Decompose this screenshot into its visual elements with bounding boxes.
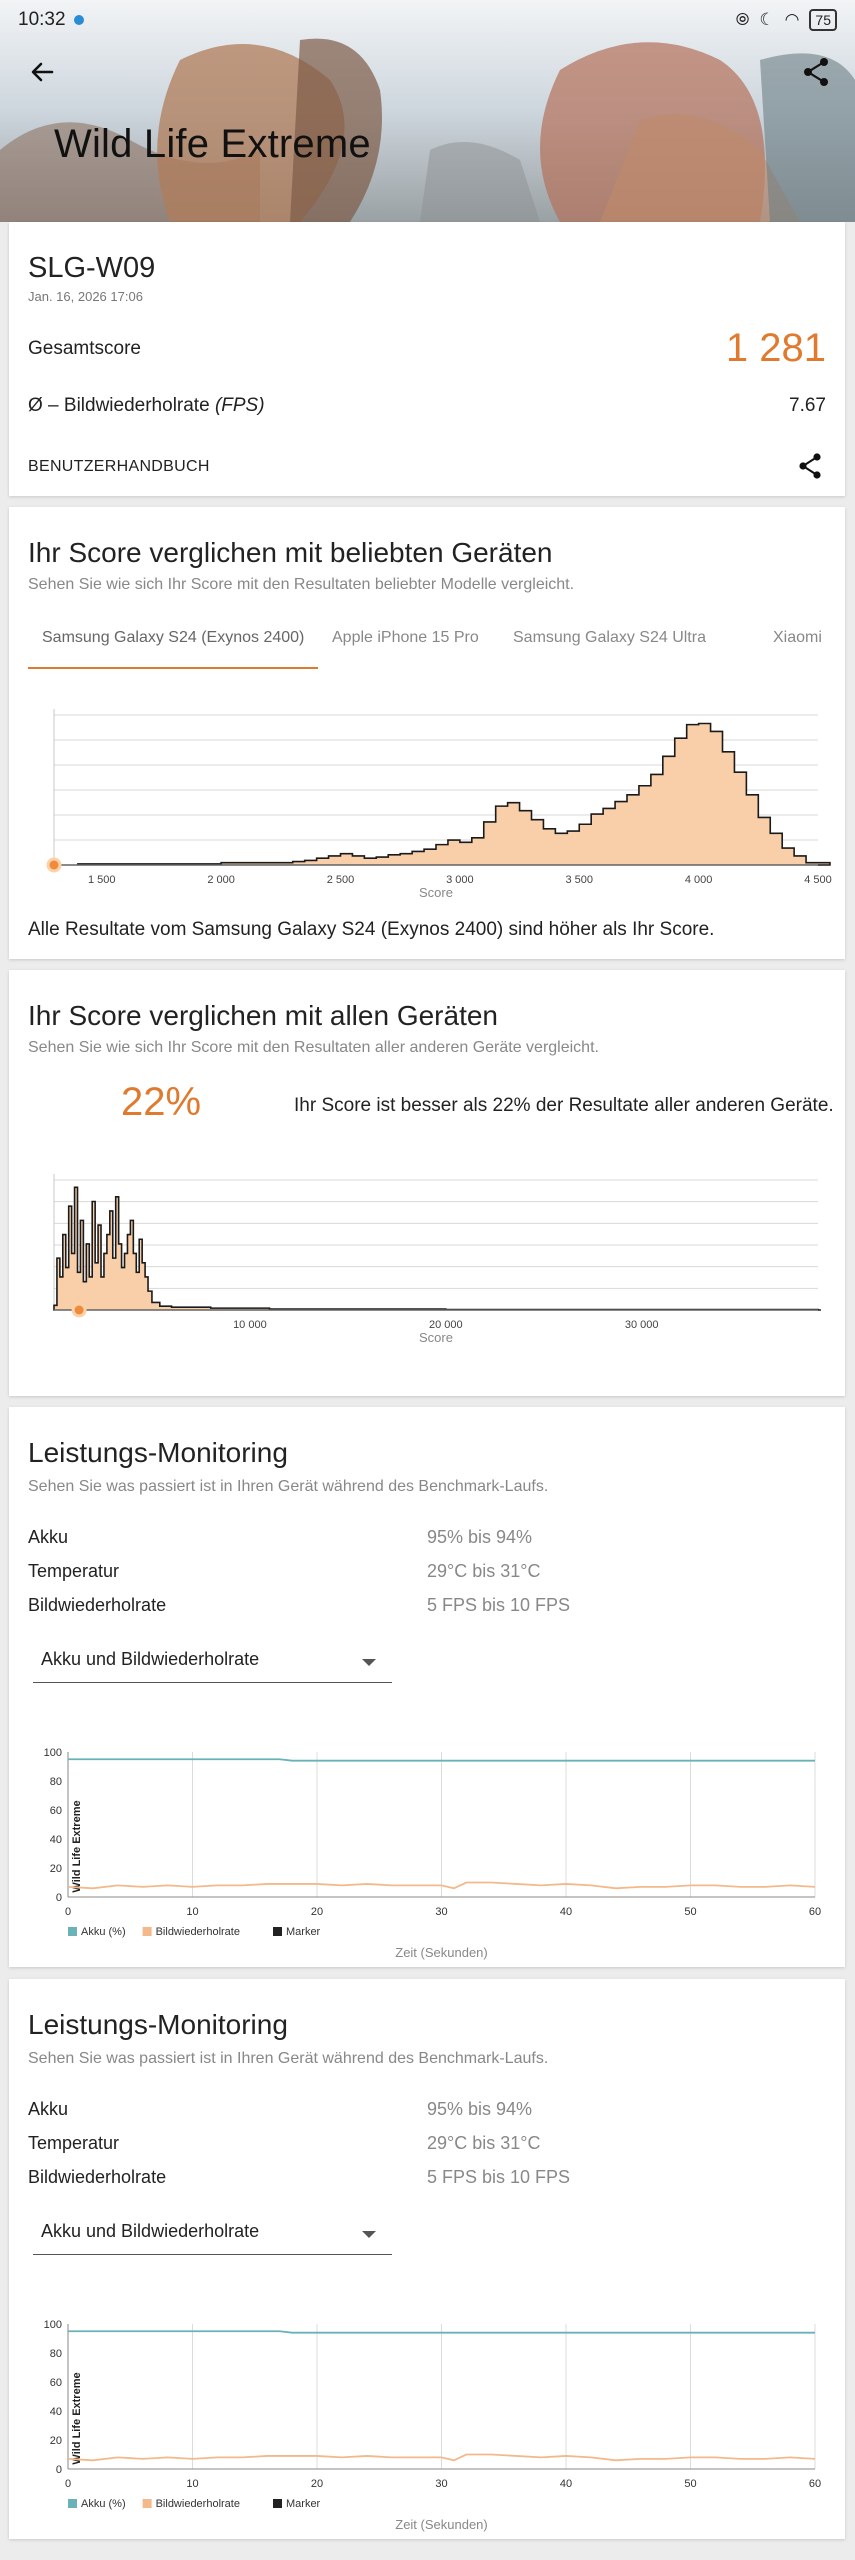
x-tick-label: 40 [559, 1906, 573, 1918]
result-card [9, 222, 845, 496]
your-score-marker [73, 1304, 85, 1316]
battery-label: Akku [28, 1527, 69, 1547]
y-tick-label: 0 [55, 2464, 62, 2476]
share-result-icon[interactable] [797, 452, 823, 480]
battery-label: Akku [28, 2099, 69, 2119]
x-tick-label: 20 000 [428, 1319, 463, 1331]
performance-monitoring-card-2 [9, 1979, 845, 2539]
overall-score-row [28, 326, 826, 371]
legend-battery-swatch [68, 1927, 77, 1936]
legend-marker: Marker [286, 1926, 321, 1938]
all-devices-title: Ihr Score verglichen mit allen Geräten [28, 1000, 498, 1031]
monitoring-line-chart [28, 2309, 828, 2532]
y-tick-label: 100 [43, 1747, 62, 1759]
temperature-label: Temperatur [28, 2133, 120, 2153]
monitoring-subtitle: Sehen Sie was passiert ist in Ihren Gerät während des Benchmark-Laufs. [28, 1478, 549, 1495]
x-tick-label: 60 [808, 2478, 822, 2490]
y-tick-label: 20 [49, 2435, 62, 2447]
x-tick-label: 20 [310, 1906, 324, 1918]
legend-battery: Akku (%) [81, 1926, 126, 1938]
popular-comparison-note: Alle Resultate vom Samsung Galaxy S24 (Exynos 2400) sind höher als Ihr Score. [28, 919, 715, 940]
x-tick-label: 30 [435, 2478, 448, 2490]
x-tick-label: 50 [684, 2478, 697, 2490]
x-axis-label: Zeit (Sekunden) [395, 2517, 488, 2532]
moon-icon: ☾ [759, 10, 775, 29]
performance-monitoring-card [9, 1407, 845, 1967]
battery-value: 95% bis 94% [427, 2099, 533, 2119]
distribution-area [54, 723, 830, 865]
result-date: Jan. 16, 2026 17:06 [28, 289, 143, 304]
monitoring-line-chart [28, 1737, 828, 1960]
x-tick-label: 10 000 [233, 1319, 267, 1331]
legend-framerate: Bildwiederholrate [155, 1926, 240, 1938]
percentile-note: Ihr Score ist besser als 22% der Resultate aller anderen Geräte. [294, 1095, 834, 1116]
metric-select[interactable] [33, 2215, 392, 2255]
legend-battery-swatch [68, 2499, 77, 2508]
popular-devices-card [9, 507, 845, 959]
x-tick-label: 0 [64, 1906, 72, 1918]
page-title: Wild Life Extreme [54, 122, 371, 166]
x-tick-label: 3 500 [565, 874, 594, 886]
your-score-marker [48, 859, 60, 871]
x-tick-label: 40 [559, 2478, 573, 2490]
battery-value: 95% bis 94% [427, 1527, 533, 1547]
battery-icon: 75 [809, 9, 837, 31]
popular-distribution-chart [28, 695, 832, 905]
x-tick-label: 2 500 [326, 874, 355, 886]
framerate-label: Bildwiederholrate [28, 2167, 167, 2187]
tab-apple-iphone-15-pro[interactable]: Apple iPhone 15 Pro [332, 629, 479, 646]
popular-title: Ihr Score verglichen mit beliebten Geräten [28, 537, 553, 568]
legend-framerate: Bildwiederholrate [155, 2498, 240, 2510]
share-icon[interactable] [801, 56, 831, 88]
vibrate-icon: ⦾ [735, 10, 750, 29]
y-tick-label: 0 [55, 1892, 62, 1904]
percentile-value: 22% [121, 1080, 202, 1124]
y-axis-label: Wild Life Extreme [71, 2372, 83, 2465]
y-tick-label: 20 [49, 1863, 62, 1875]
x-tick-label: 20 [310, 2478, 324, 2490]
device-name: SLG-W09 [28, 252, 156, 284]
legend-battery: Akku (%) [81, 2498, 126, 2510]
framerate-value: 5 FPS bis 10 FPS [427, 2167, 571, 2187]
fps-row [28, 395, 826, 417]
x-tick-label: 60 [808, 1906, 822, 1918]
user-manual-link[interactable]: BENUTZERHANDBUCH [28, 458, 210, 475]
framerate-label: Bildwiederholrate [28, 1595, 167, 1615]
legend-framerate-swatch [143, 2499, 152, 2508]
popular-subtitle: Sehen Sie wie sich Ihr Score mit den Resultaten beliebter Modelle vergleicht. [28, 576, 575, 593]
back-arrow-icon[interactable] [26, 56, 58, 88]
y-tick-label: 80 [49, 1776, 62, 1788]
y-tick-label: 40 [49, 2406, 62, 2418]
all-devices-card [9, 970, 845, 1396]
metric-select[interactable] [33, 1643, 392, 1683]
device-tabs [28, 617, 845, 669]
temperature-value: 29°C bis 31°C [427, 2133, 541, 2153]
x-tick-label: 50 [684, 1906, 697, 1918]
y-axis-label: Wild Life Extreme [71, 1800, 83, 1893]
x-axis-label: Score [419, 885, 453, 900]
metric-select-value: Akku und Bildwiederholrate [41, 2221, 260, 2241]
x-tick-label: 0 [64, 2478, 72, 2490]
tab-samsung-galaxy-s24-ultra[interactable]: Samsung Galaxy S24 Ultra [513, 629, 706, 646]
all-devices-distribution-chart [28, 1160, 828, 1375]
monitoring-title: Leistungs-Monitoring [28, 2009, 288, 2040]
tab-xiaomi[interactable]: Xiaomi [773, 629, 822, 646]
x-tick-label: 2 000 [207, 874, 235, 886]
status-time: 10:32 [18, 9, 66, 30]
framerate-value: 5 FPS bis 10 FPS [427, 1595, 571, 1615]
x-tick-label: 4 500 [804, 874, 832, 886]
x-tick-label: 30 000 [624, 1319, 659, 1331]
x-tick-label: 10 [186, 2478, 199, 2490]
status-bar [0, 0, 855, 40]
x-tick-label: 1 500 [87, 874, 116, 886]
dropdown-caret-icon [362, 1659, 376, 1666]
legend-marker-swatch [273, 1927, 282, 1936]
x-axis-label: Score [419, 1330, 453, 1345]
temperature-label: Temperatur [28, 1561, 120, 1581]
y-tick-label: 100 [43, 2319, 62, 2331]
legend-framerate-swatch [143, 1927, 152, 1936]
distribution-area [54, 1187, 821, 1310]
temperature-value: 29°C bis 31°C [427, 1561, 541, 1581]
tab-samsung-galaxy-s24-exynos[interactable]: Samsung Galaxy S24 (Exynos 2400) [28, 617, 318, 669]
metric-select-value: Akku und Bildwiederholrate [41, 1649, 260, 1669]
overall-score-label: Gesamtscore [28, 337, 141, 359]
all-devices-subtitle: Sehen Sie wie sich Ihr Score mit den Resultaten aller anderen Geräte vergleicht. [28, 1039, 599, 1056]
x-tick-label: 30 [435, 1906, 448, 1918]
app-notification-icon [74, 15, 84, 25]
x-tick-label: 3 000 [446, 874, 474, 886]
monitoring-subtitle: Sehen Sie was passiert ist in Ihren Gerät während des Benchmark-Laufs. [28, 2050, 549, 2067]
overall-score-value: 1 281 [725, 326, 826, 370]
legend-marker-swatch [273, 2499, 282, 2508]
y-tick-label: 60 [49, 2377, 62, 2389]
legend-marker: Marker [286, 2498, 321, 2510]
x-tick-label: 4 000 [684, 874, 713, 886]
dropdown-caret-icon [362, 2231, 376, 2238]
fps-label: Ø – Bildwiederholrate (FPS) [28, 395, 265, 416]
fps-value: 7.67 [789, 395, 826, 416]
x-tick-label: 10 [186, 1906, 199, 1918]
wifi-icon: ◠ [784, 10, 800, 29]
y-tick-label: 40 [49, 1834, 62, 1846]
monitoring-title: Leistungs-Monitoring [28, 1437, 288, 1468]
y-tick-label: 80 [49, 2348, 62, 2360]
y-tick-label: 60 [49, 1805, 62, 1817]
x-axis-label: Zeit (Sekunden) [395, 1945, 488, 1960]
